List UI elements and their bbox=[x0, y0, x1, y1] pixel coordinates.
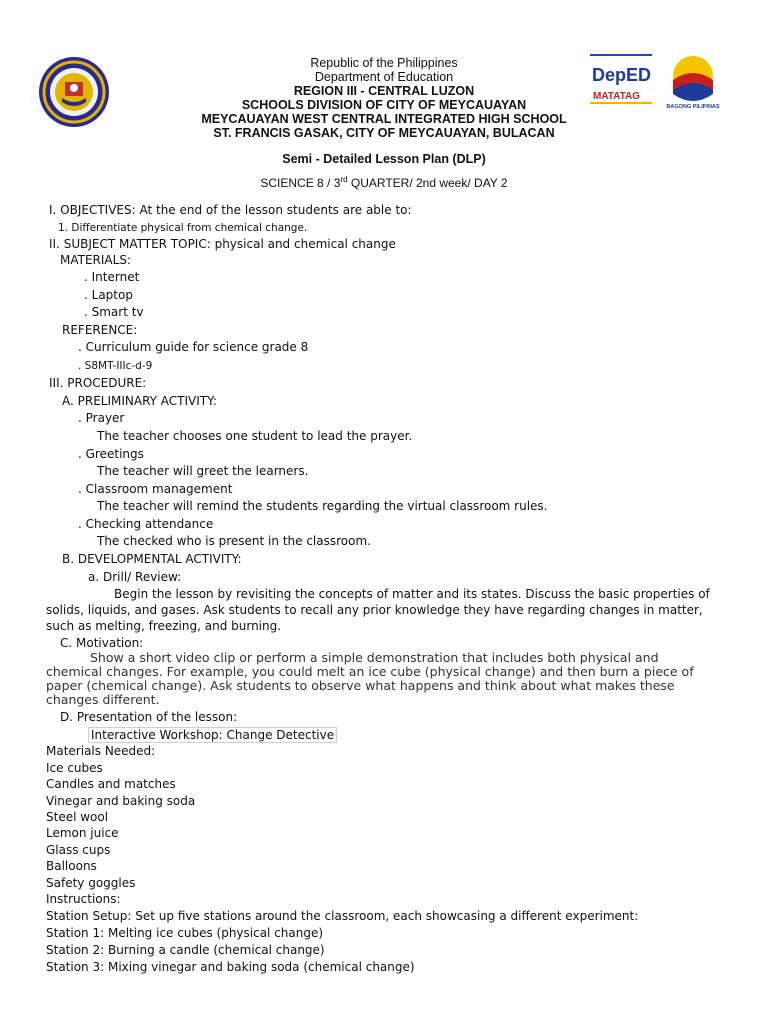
materials-needed-item: Ice cubes bbox=[46, 761, 103, 775]
objectives-heading: I. OBJECTIVES: At the end of the lesson students are able to: bbox=[49, 203, 412, 217]
procedure-heading: III. PROCEDURE: bbox=[49, 376, 147, 390]
materials-needed-item: Steel wool bbox=[46, 810, 109, 824]
station-item: Station 1: Melting ice cubes (physical change) bbox=[46, 926, 324, 940]
drill-review-label: a. Drill/ Review: bbox=[88, 570, 182, 584]
greetings-label: . Greetings bbox=[78, 447, 144, 461]
drill-review-text: Begin the lesson by revisiting the concepts of matter and its states. Discuss the basic properties of solids, liquids, and gases. Ask students to recall any prior knowledge they have regarding changes in matter, such as melting, freezing, and burning. bbox=[46, 587, 710, 633]
bagong-pilipinas-text: BAGONG PILIPINAS bbox=[666, 104, 720, 110]
header-region: REGION III - CENTRAL LUZON bbox=[293, 84, 475, 98]
materials-needed-item: Safety goggles bbox=[46, 876, 136, 890]
checking-attendance-label: . Checking attendance bbox=[78, 517, 214, 531]
materials-needed-item: Lemon juice bbox=[46, 826, 119, 840]
reference-label: REFERENCE: bbox=[62, 323, 138, 337]
reference-item: . S8MT-IIIc-d-9 bbox=[78, 360, 153, 372]
material-item: . Smart tv bbox=[84, 305, 144, 319]
prayer-label: . Prayer bbox=[78, 411, 125, 425]
materials-needed-item: Vinegar and baking soda bbox=[46, 794, 196, 808]
material-item: . Laptop bbox=[84, 288, 133, 302]
station-setup-text: Station Setup: Set up five stations around the classroom, each showcasing a different experiment: bbox=[46, 909, 639, 923]
preliminary-activity-heading: A. PRELIMINARY ACTIVITY: bbox=[62, 394, 217, 408]
materials-needed-label: Materials Needed: bbox=[46, 744, 156, 758]
header-division: SCHOOLS DIVISION OF CITY OF MEYCAUAYAN bbox=[241, 98, 527, 112]
checking-attendance-text: The checked who is present in the classroom. bbox=[97, 534, 371, 548]
document-title: Semi - Detailed Lesson Plan (DLP) bbox=[282, 152, 486, 166]
motivation-label: C. Motivation: bbox=[60, 636, 144, 650]
developmental-activity-heading: B. DEVELOPMENTAL ACTIVITY: bbox=[62, 552, 242, 566]
header-school: MEYCAUAYAN WEST CENTRAL INTEGRATED HIGH SCHOOL bbox=[201, 112, 567, 126]
document-subtitle: SCIENCE 8 / 3rd QUARTER/ 2nd week/ DAY 2 bbox=[260, 175, 508, 190]
presentation-label: D. Presentation of the lesson: bbox=[60, 710, 238, 724]
deped-logo-text: DepED bbox=[592, 65, 652, 85]
instructions-label: Instructions: bbox=[46, 892, 121, 906]
prayer-text: The teacher chooses one student to lead the prayer. bbox=[97, 429, 413, 443]
header-address: ST. FRANCIS GASAK, CITY OF MEYCAUAYAN, BULACAN bbox=[213, 126, 555, 140]
subject-matter-heading: II. SUBJECT MATTER TOPIC: physical and chemical change bbox=[49, 237, 396, 251]
classroom-management-text: The teacher will remind the students regarding the virtual classroom rules. bbox=[97, 499, 548, 513]
materials-label: MATERIALS: bbox=[60, 253, 131, 267]
header-department: Department of Education bbox=[314, 70, 454, 84]
station-item: Station 3: Mixing vinegar and baking soda (chemical change) bbox=[46, 960, 415, 974]
material-item: . Internet bbox=[84, 270, 140, 284]
materials-needed-item: Candles and matches bbox=[46, 777, 176, 791]
matatag-logo-text: MATATAG bbox=[593, 91, 641, 102]
objective-item: 1. Differentiate physical from chemical change. bbox=[58, 222, 308, 234]
workshop-title: Interactive Workshop: Change Detective bbox=[91, 728, 335, 742]
station-item: Station 2: Burning a candle (chemical change) bbox=[46, 943, 325, 957]
letterhead bbox=[0, 56, 768, 140]
classroom-management-label: . Classroom management bbox=[78, 482, 233, 496]
reference-item: . Curriculum guide for science grade 8 bbox=[78, 340, 309, 354]
greetings-text: The teacher will greet the learners. bbox=[97, 464, 309, 478]
motivation-text: Show a short video clip or perform a simple demonstration that includes both physical and chemical changes. For example, you could melt an ice cube (physical change) and then burn a piece of paper (chemical change). Ask students to observe what happens and think about what makes these changes different. bbox=[46, 650, 694, 707]
header-republic: Republic of the Philippines bbox=[310, 56, 458, 70]
materials-needed-item: Balloons bbox=[46, 859, 97, 873]
materials-needed-item: Glass cups bbox=[46, 843, 111, 857]
